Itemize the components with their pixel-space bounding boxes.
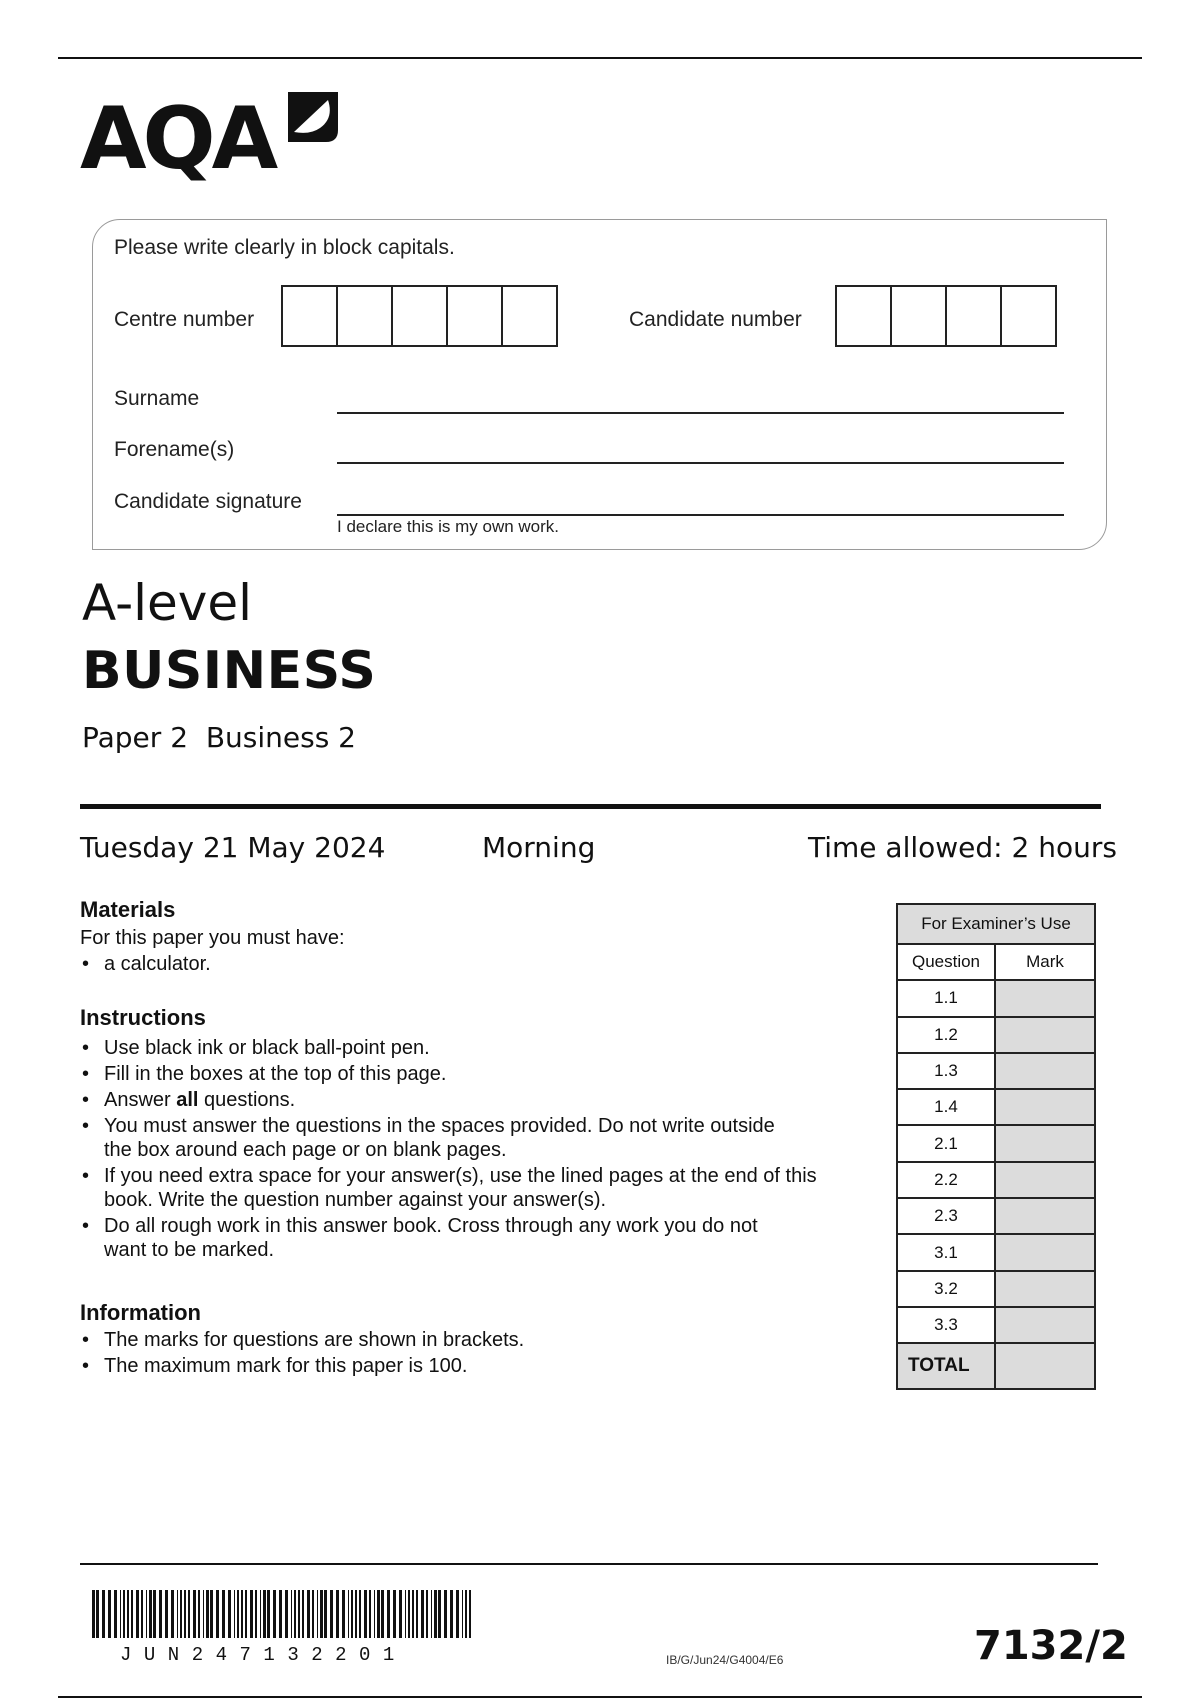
list-item: • If you need extra space for your answer(s), use the lined pages at the end of this book. Write the question number against your answer(s). <box>80 1164 870 1212</box>
materials-intro: For this paper you must have: <box>80 927 345 949</box>
forenames-field[interactable] <box>337 462 1064 464</box>
declaration-text: I declare this is my own work. <box>337 517 560 536</box>
candidate-number-digit[interactable] <box>947 287 1002 345</box>
barcode-bar <box>149 1590 152 1638</box>
barcode-bar <box>355 1590 357 1638</box>
barcode-bar <box>285 1590 288 1638</box>
table-row <box>898 1090 1094 1126</box>
barcode-graphic <box>92 1590 474 1638</box>
barcode-bar <box>114 1590 117 1638</box>
barcode-bar <box>120 1590 121 1638</box>
barcode-bar <box>188 1590 190 1638</box>
barcode-bar <box>381 1590 384 1638</box>
barcode-bar <box>342 1590 345 1638</box>
barcode-bar <box>146 1590 147 1638</box>
candidate-number-label: Candidate number <box>629 308 802 331</box>
exam-session: Morning <box>482 831 596 864</box>
barcode-bar <box>241 1590 243 1638</box>
question-number: 3.3 <box>898 1308 996 1342</box>
barcode-bar <box>374 1590 375 1638</box>
barcode-bar <box>255 1590 257 1638</box>
barcode-bar <box>177 1590 178 1638</box>
barcode-bar <box>250 1590 253 1638</box>
barcode-bar <box>336 1590 339 1638</box>
barcode-bar <box>324 1590 327 1638</box>
barcode-bar <box>159 1590 162 1638</box>
table-row <box>898 1308 1094 1344</box>
mark-cell <box>996 1163 1094 1197</box>
mark-column-header: Mark <box>996 945 1094 979</box>
surname-label: Surname <box>114 387 200 410</box>
forenames-label: Forename(s) <box>114 438 235 461</box>
barcode-bar <box>421 1590 424 1638</box>
barcode-bar <box>469 1590 471 1638</box>
signature-label: Candidate signature <box>114 490 302 513</box>
barcode-bar <box>412 1590 414 1638</box>
question-number: 1.2 <box>898 1018 996 1052</box>
mark-cell <box>996 1126 1094 1160</box>
list-item: • The marks for questions are shown in brackets. <box>80 1328 870 1352</box>
barcode-bar <box>96 1590 99 1638</box>
barcode-bar <box>108 1590 111 1638</box>
question-number: 1.3 <box>898 1054 996 1088</box>
total-row <box>898 1344 1094 1388</box>
barcode-bar <box>273 1590 276 1638</box>
barcode-bar <box>330 1590 333 1638</box>
barcode-bar <box>210 1590 213 1638</box>
barcode-bar <box>307 1590 310 1638</box>
barcode-bar <box>228 1590 231 1638</box>
table-row <box>898 1126 1094 1162</box>
question-number: 2.1 <box>898 1126 996 1160</box>
question-number: 1.1 <box>898 981 996 1015</box>
centre-number-boxes[interactable] <box>281 285 558 347</box>
mark-cell <box>996 1308 1094 1342</box>
mark-cell <box>996 1018 1094 1052</box>
barcode-bar <box>198 1590 200 1638</box>
barcode-bar <box>302 1590 304 1638</box>
barcode-bar <box>180 1590 182 1638</box>
list-item: • Fill in the boxes at the top of this page. <box>80 1062 870 1086</box>
list-item: • The maximum mark for this paper is 100. <box>80 1354 870 1378</box>
centre-number-digit[interactable] <box>448 287 503 345</box>
barcode-bar <box>434 1590 437 1638</box>
table-row <box>898 1018 1094 1054</box>
barcode-bar <box>431 1590 432 1638</box>
table-row <box>898 1163 1094 1199</box>
candidate-number-digit[interactable] <box>892 287 947 345</box>
barcode-bar <box>131 1590 133 1638</box>
instructions-heading: Instructions <box>80 1005 206 1030</box>
barcode-bar <box>399 1590 402 1638</box>
barcode-bar <box>184 1590 186 1638</box>
table-row <box>898 1199 1094 1235</box>
barcode-bar <box>456 1590 459 1638</box>
question-number: 2.3 <box>898 1199 996 1233</box>
paper-title: Paper 2 Business 2 <box>82 721 356 754</box>
footer-rule <box>80 1563 1098 1565</box>
block-capitals-instruction: Please write clearly in block capitals. <box>114 236 455 259</box>
barcode-bar <box>359 1590 361 1638</box>
top-rule <box>58 57 1142 59</box>
aqa-leaf-icon <box>284 88 342 146</box>
mark-cell <box>996 1272 1094 1306</box>
centre-number-digit[interactable] <box>283 287 338 345</box>
barcode-bar <box>320 1590 323 1638</box>
candidate-number-boxes[interactable] <box>835 285 1057 347</box>
signature-field[interactable] <box>337 514 1064 516</box>
barcode-bar <box>317 1590 318 1638</box>
barcode-bar <box>263 1590 266 1638</box>
document-reference: IB/G/Jun24/G4004/E6 <box>666 1653 784 1667</box>
list-item: • You must answer the questions in the spaces provided. Do not write outside the box around each page or on blank pages. <box>80 1114 794 1162</box>
barcode-bar <box>348 1590 349 1638</box>
barcode-bar <box>462 1590 463 1638</box>
centre-number-digit[interactable] <box>393 287 448 345</box>
instructions-list <box>80 1036 870 1264</box>
barcode-bar <box>416 1590 418 1638</box>
list-item: • Do all rough work in this answer book. Cross through any work you do not want to be marked. <box>80 1214 794 1262</box>
information-list <box>80 1328 870 1380</box>
barcode-bar <box>245 1590 247 1638</box>
barcode-bar <box>216 1590 219 1638</box>
centre-number-digit[interactable] <box>503 287 558 345</box>
answer-all-suffix: questions. <box>198 1089 296 1111</box>
barcode-bar <box>206 1590 209 1638</box>
mark-cell <box>996 1054 1094 1088</box>
barcode-bar <box>102 1590 105 1638</box>
list-item <box>80 1088 870 1112</box>
table-row <box>898 1235 1094 1271</box>
question-number: 3.1 <box>898 1235 996 1269</box>
barcode-bar <box>408 1590 410 1638</box>
barcode-bar <box>291 1590 292 1638</box>
examiner-use-table <box>896 903 1096 1390</box>
barcode-bar <box>444 1590 447 1638</box>
title-divider <box>80 804 1101 809</box>
candidate-number-digit[interactable] <box>837 287 892 345</box>
question-number: 3.2 <box>898 1272 996 1306</box>
barcode-bar <box>465 1590 467 1638</box>
barcode-bar <box>393 1590 396 1638</box>
mark-cell <box>996 981 1094 1015</box>
candidate-number-digit[interactable] <box>1002 287 1057 345</box>
barcode-number: JUN247132201 <box>120 1644 407 1666</box>
barcode-bar <box>222 1590 225 1638</box>
examiner-table-header <box>898 945 1094 981</box>
exam-date: Tuesday 21 May 2024 <box>80 831 386 864</box>
mark-cell <box>996 1090 1094 1124</box>
answer-all-prefix: Answer <box>104 1089 177 1111</box>
barcode-bar <box>234 1590 235 1638</box>
barcode-bar <box>364 1590 367 1638</box>
question-number: 2.2 <box>898 1163 996 1197</box>
surname-field[interactable] <box>337 412 1064 414</box>
bottom-rule <box>58 1696 1142 1698</box>
barcode-bar <box>438 1590 441 1638</box>
barcode-bar <box>92 1590 95 1638</box>
barcode-bar <box>193 1590 196 1638</box>
barcode-bar <box>136 1590 139 1638</box>
total-label: TOTAL <box>898 1344 996 1388</box>
mark-cell <box>996 1235 1094 1269</box>
barcode-bar <box>387 1590 390 1638</box>
barcode-bar <box>405 1590 406 1638</box>
barcode-bar <box>312 1590 314 1638</box>
barcode-bar <box>203 1590 204 1638</box>
barcode-bar <box>294 1590 296 1638</box>
qualification-level: A-level <box>82 574 253 632</box>
barcode-bar <box>298 1590 300 1638</box>
table-row <box>898 1054 1094 1090</box>
table-row <box>898 1272 1094 1308</box>
barcode-bar <box>351 1590 353 1638</box>
information-heading: Information <box>80 1300 201 1325</box>
list-item: • Use black ink or black ball-point pen. <box>80 1036 870 1060</box>
examiner-table-title: For Examiner’s Use <box>898 903 1094 945</box>
barcode-bar <box>377 1590 380 1638</box>
materials-heading: Materials <box>80 897 176 922</box>
subject-title: BUSINESS <box>82 641 377 701</box>
barcode-bar <box>237 1590 239 1638</box>
barcode-bar <box>426 1590 428 1638</box>
barcode-bar <box>267 1590 270 1638</box>
table-row <box>898 981 1094 1017</box>
paper-code: 7132/2 <box>974 1623 1128 1669</box>
list-item: • a calculator. <box>80 952 870 976</box>
materials-list <box>80 952 870 978</box>
barcode-bar <box>260 1590 261 1638</box>
barcode-bar <box>165 1590 168 1638</box>
time-allowed: Time allowed: 2 hours <box>808 831 1117 864</box>
aqa-logo-text: AQA <box>80 89 275 189</box>
barcode-bar <box>127 1590 129 1638</box>
centre-number-label: Centre number <box>114 308 255 331</box>
question-number: 1.4 <box>898 1090 996 1124</box>
mark-cell <box>996 1199 1094 1233</box>
barcode-bar <box>141 1590 143 1638</box>
barcode-bar <box>279 1590 282 1638</box>
barcode-bar <box>369 1590 371 1638</box>
barcode-bar <box>123 1590 125 1638</box>
total-mark-cell <box>996 1344 1094 1388</box>
barcode-bar <box>450 1590 453 1638</box>
barcode-bar <box>153 1590 156 1638</box>
answer-all-emphasis: all <box>176 1089 199 1111</box>
question-column-header: Question <box>898 945 996 979</box>
barcode-bar <box>171 1590 174 1638</box>
centre-number-digit[interactable] <box>338 287 393 345</box>
